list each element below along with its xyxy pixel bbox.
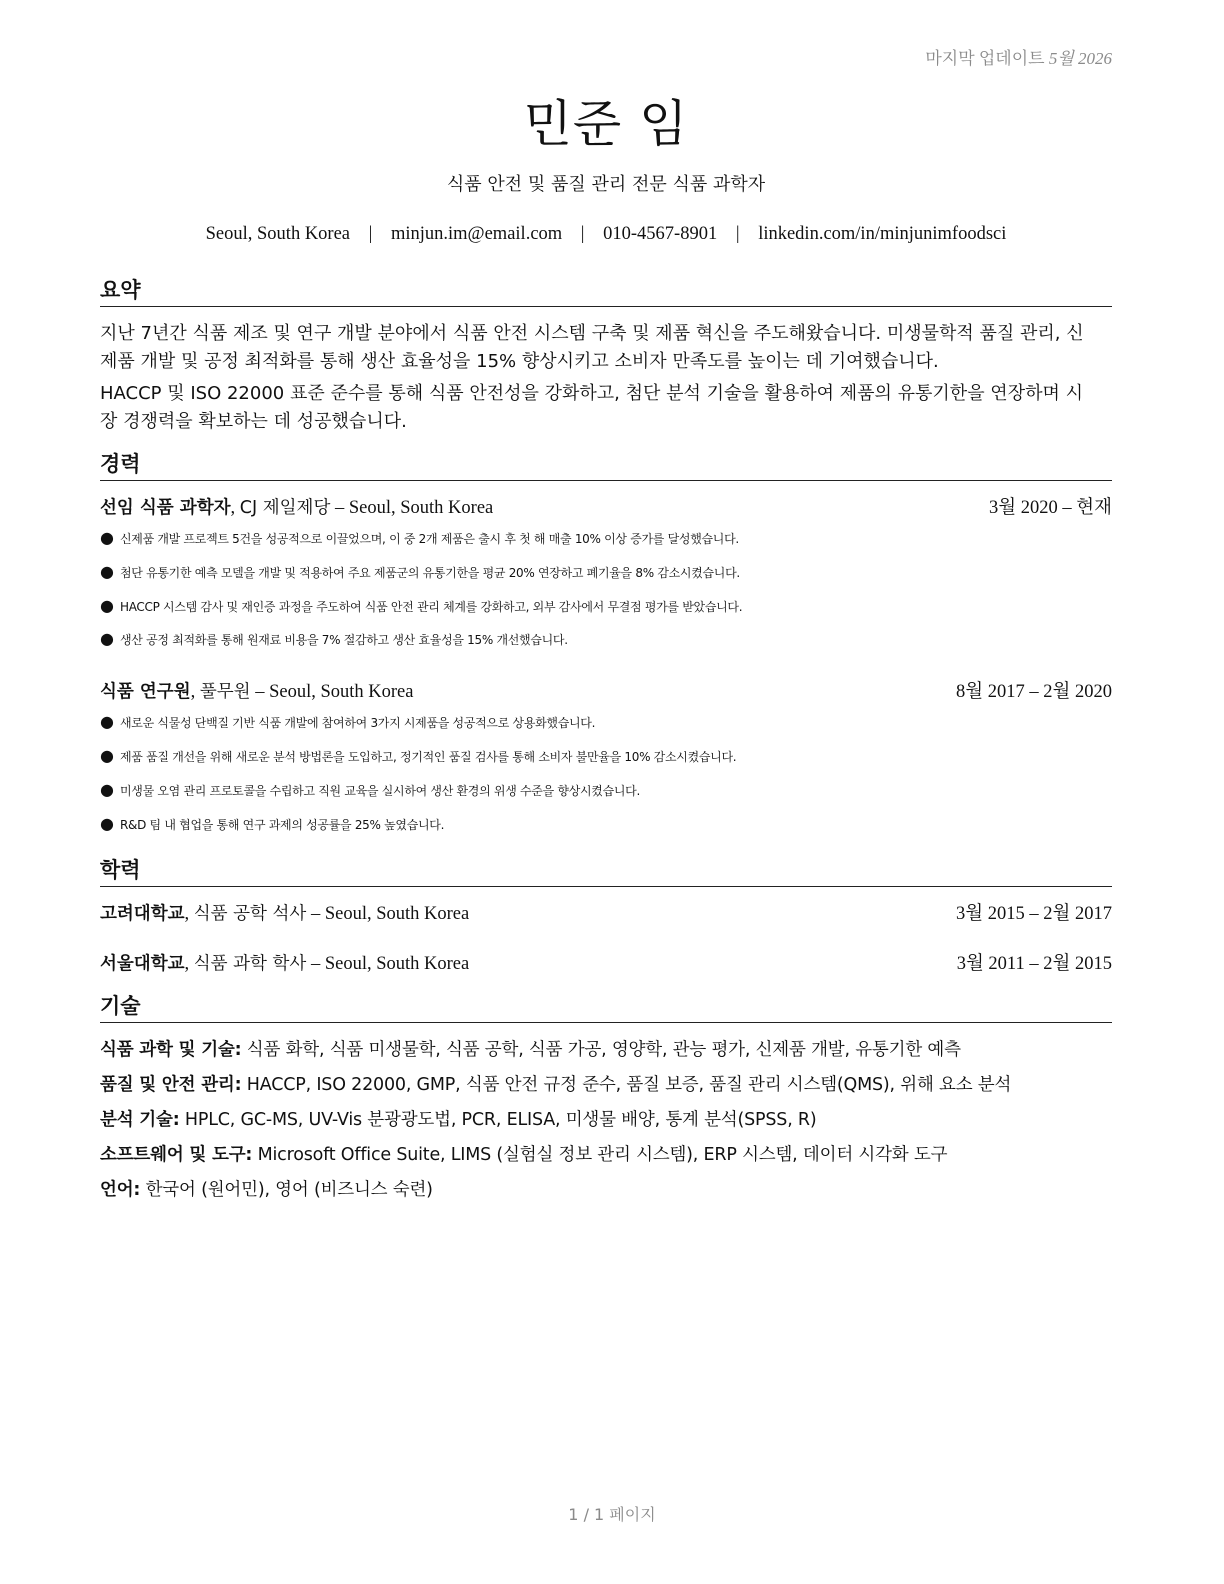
job-bullet	[100, 559, 1130, 585]
bullet-text: 새로운 식물성 단백질 기반 식품 개발에 참여하여 3가지 시제품을 성공적으로 상용화했습니다.	[120, 716, 596, 730]
section-title-experience: 경력	[100, 450, 1112, 481]
bullet-text: 제품 품질 개선을 위해 새로운 분석 방법론을 도입하고, 정기적인 품질 검사를 통해 소비자 불만율을 10% 감소시켰습니다.	[120, 750, 737, 764]
skill-label: 언어:	[100, 1180, 141, 1200]
job-role: 식품 연구원	[100, 682, 191, 702]
section-title-summary: 요약	[100, 276, 1112, 307]
summary-paragraph-2	[100, 380, 1112, 436]
summary-line: HACCP 및 ISO 22000 표준 준수를 통해 식품 안전성을 강화하고, 첨단 분석 기술을 활용하여 제품의 유통기한을 연장하며 시	[100, 383, 1083, 404]
skill-label: 분석 기술:	[100, 1110, 180, 1130]
job-company: CJ 제일제당	[239, 498, 331, 518]
last-updated	[925, 44, 1112, 69]
contact-linkedin[interactable]: linkedin.com/in/minjunimfoodsci	[758, 224, 1007, 244]
contact-separator: |	[735, 224, 740, 244]
job-bullet	[100, 709, 1130, 735]
job-location: Seoul, South Korea	[269, 682, 414, 702]
bullet-icon: ●	[100, 562, 114, 581]
summary-line: 장 경쟁력을 확보하는 데 성공했습니다.	[100, 411, 407, 432]
job-bullet	[100, 593, 1130, 619]
education-school: 고려대학교	[100, 904, 185, 924]
skill-row	[100, 1142, 1112, 1168]
section-title-skills: 기술	[100, 992, 1112, 1023]
skill-row	[100, 1072, 1112, 1098]
job-header: 선임 식품 과학자, CJ 제일제당 – Seoul, South Korea 3월 2020 – 현재	[100, 495, 1112, 521]
job-bullet	[100, 525, 1130, 551]
bullet-text: 미생물 오염 관리 프로토콜을 수립하고 직원 교육을 실시하여 생산 환경의 위생 수준을 향상시켰습니다.	[120, 784, 640, 798]
job-location: Seoul, South Korea	[348, 498, 494, 518]
job-dates: 3월 2020 – 현재	[989, 498, 1112, 518]
education-dates: 3월 2015 – 2월 2017	[956, 904, 1112, 924]
job-dates: 8월 2017 – 2월 2020	[956, 682, 1112, 702]
skill-value: Microsoft Office Suite, LIMS (실험실 정보 관리 시스템), ERP 시스템, 데이터 시각화 도구	[257, 1145, 948, 1165]
education-school: 서울대학교	[100, 954, 185, 974]
job-bullet	[100, 777, 1130, 803]
last-updated-date: 5월 2026	[1048, 49, 1112, 68]
skill-row	[100, 1177, 1112, 1203]
bullet-icon: ●	[100, 712, 114, 731]
skill-label: 식품 과학 및 기술:	[100, 1040, 242, 1060]
contact-phone: 010-4567-8901	[603, 224, 718, 244]
summary-line: 제품 개발 및 공정 최적화를 통해 생산 효율성을 15% 향상시키고 소비자 만족도를 높이는 데 기여했습니다.	[100, 351, 939, 372]
job-role: 선임 식품 과학자	[100, 498, 231, 518]
contact-email[interactable]: minjun.im@email.com	[390, 224, 563, 244]
education-item: 서울대학교, 식품 과학 학사 – Seoul, South Korea 3월 2011 – 2월 2015	[100, 951, 1112, 977]
bullet-text: 첨단 유통기한 예측 모델을 개발 및 적용하여 주요 제품군의 유통기한을 평균 20% 연장하고 폐기율을 8% 감소시켰습니다.	[120, 566, 740, 580]
education-degree: 식품 과학 학사	[193, 954, 307, 974]
bullet-icon: ●	[100, 528, 114, 547]
skill-value: HPLC, GC-MS, UV-Vis 분광광도법, PCR, ELISA, 미생물 배양, 통계 분석(SPSS, R)	[184, 1110, 817, 1130]
last-updated-label: 마지막 업데이트	[925, 49, 1045, 68]
education-degree: 식품 공학 석사	[193, 904, 307, 924]
skill-label: 품질 및 안전 관리:	[100, 1075, 242, 1095]
job-company: 풀무원	[199, 682, 251, 702]
job-bullet	[100, 811, 1130, 837]
skill-row	[100, 1037, 1112, 1063]
candidate-name: 민준 임	[523, 95, 689, 153]
skill-value: 한국어 (원어민), 영어 (비즈니스 숙련)	[145, 1180, 433, 1200]
education-location: Seoul, South Korea	[324, 904, 470, 924]
bullet-text: 신제품 개발 프로젝트 5건을 성공적으로 이끌었으며, 이 중 2개 제품은 출시 후 첫 해 매출 10% 이상 증가를 달성했습니다.	[120, 532, 739, 546]
job-bullet	[100, 626, 1130, 652]
education-item: 고려대학교, 식품 공학 석사 – Seoul, South Korea 3월 2015 – 2월 2017	[100, 901, 1112, 927]
bullet-text: HACCP 시스템 감사 및 재인증 과정을 주도하여 식품 안전 관리 체계를 강화하고, 외부 감사에서 무결점 평가를 받았습니다.	[120, 600, 743, 614]
bullet-icon: ●	[100, 596, 114, 615]
job-header: 식품 연구원, 풀무원 – Seoul, South Korea 8월 2017 – 2월 2020	[100, 679, 1112, 705]
job-bullet	[100, 743, 1130, 769]
bullet-icon: ●	[100, 814, 114, 833]
bullet-text: 생산 공정 최적화를 통해 원재료 비용을 7% 절감하고 생산 효율성을 15% 개선했습니다.	[120, 633, 568, 647]
contact-separator: |	[580, 224, 585, 244]
bullet-icon: ●	[100, 746, 114, 765]
summary-line: 지난 7년간 식품 제조 및 연구 개발 분야에서 식품 안전 시스템 구축 및 제품 혁신을 주도해왔습니다. 미생물학적 품질 관리, 신	[100, 323, 1084, 344]
contact-line	[100, 224, 1112, 245]
education-dates: 3월 2011 – 2월 2015	[956, 954, 1112, 974]
section-title-education: 학력	[100, 856, 1112, 887]
bullet-text: R&D 팀 내 협업을 통해 연구 과제의 성공률을 25% 높였습니다.	[120, 818, 445, 832]
bullet-icon: ●	[100, 780, 114, 799]
education-location: Seoul, South Korea	[324, 954, 470, 974]
candidate-tagline: 식품 안전 및 품질 관리 전문 식품 과학자	[446, 174, 766, 195]
page-indicator: 1 / 1 페이지	[568, 1505, 656, 1524]
skill-row	[100, 1107, 1112, 1133]
bullet-icon: ●	[100, 629, 114, 648]
summary-paragraph-1	[100, 320, 1112, 376]
skill-value: 식품 화학, 식품 미생물학, 식품 공학, 식품 가공, 영양학, 관능 평가, 신제품 개발, 유통기한 예측	[246, 1040, 961, 1060]
contact-location: Seoul, South Korea	[205, 224, 351, 244]
contact-separator: |	[368, 224, 373, 244]
skill-value: HACCP, ISO 22000, GMP, 식품 안전 규정 준수, 품질 보증, 품질 관리 시스템(QMS), 위해 요소 분석	[246, 1075, 1012, 1095]
skill-label: 소프트웨어 및 도구:	[100, 1145, 253, 1165]
